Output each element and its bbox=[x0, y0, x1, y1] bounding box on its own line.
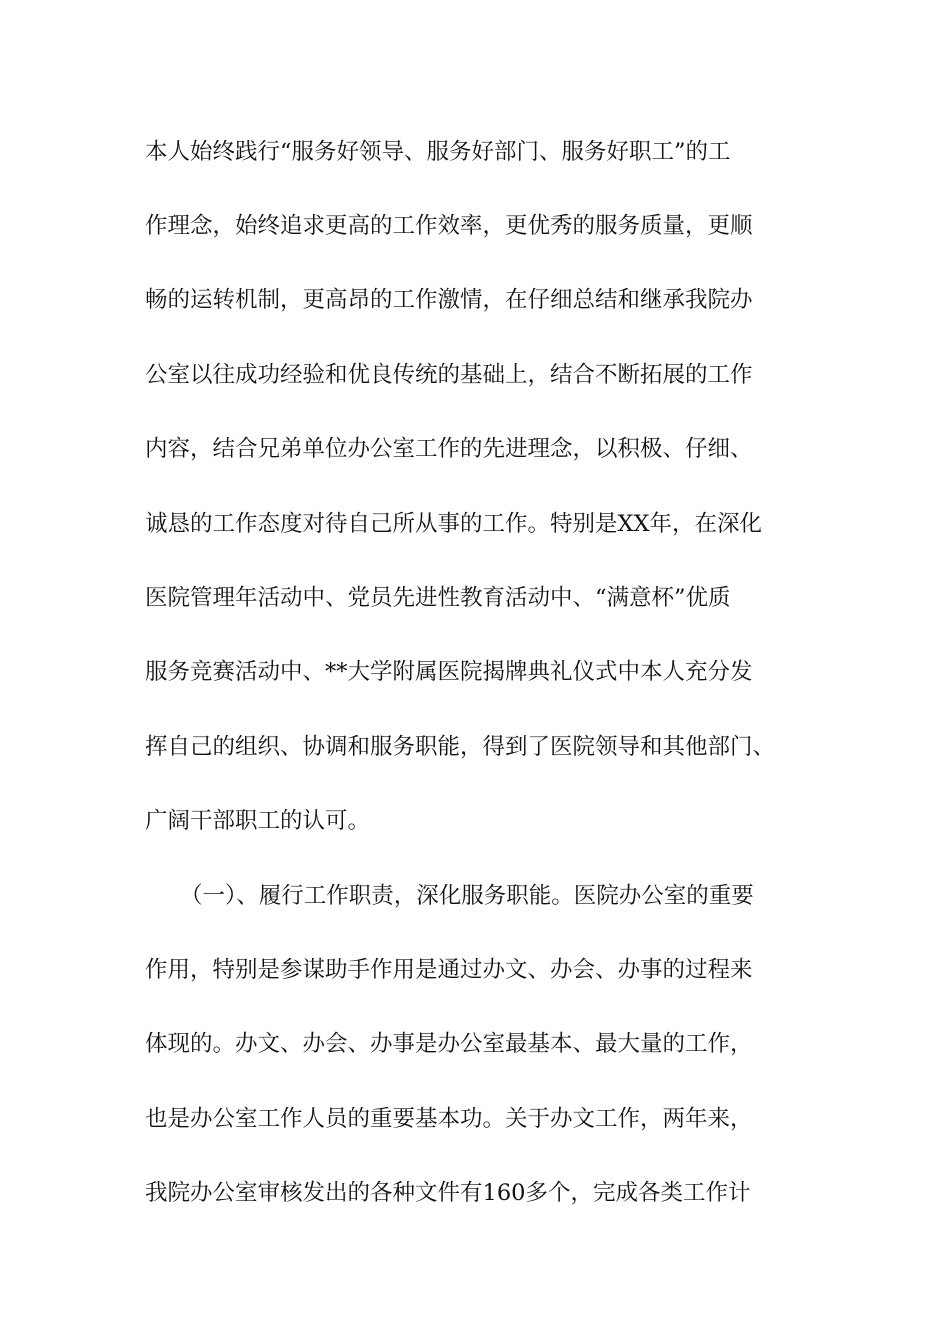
text-line-15: 我院办公室审核发出的各种文件有160多个，完成各类工作计 bbox=[145, 1180, 751, 1206]
text-line-3: 畅的运转机制，更高昂的工作激情，在仔细总结和继承我院办 bbox=[145, 287, 753, 313]
text-line-5: 内容，结合兄弟单位办公室工作的先进理念，以积极、仔细、 bbox=[145, 436, 753, 462]
text-line-14: 也是办公室工作人员的重要基本功。关于办文工作，两年来， bbox=[145, 1106, 753, 1132]
text-line-13: 体现的。办文、办会、办事是办公室最基本、最大量的工作， bbox=[145, 1031, 753, 1057]
text-line-8: 服务竞赛活动中、**大学附属医院揭牌典礼仪式中本人充分发 bbox=[145, 659, 753, 685]
text-line-2: 作理念，始终追求更高的工作效率，更优秀的服务质量，更顺 bbox=[145, 213, 753, 239]
text-line-7: 医院管理年活动中、党员先进性教育活动中、“满意杯”优质 bbox=[145, 585, 731, 611]
text-line-10: 广阔干部职工的认可。 bbox=[145, 808, 371, 834]
text-line-6: 诚恳的工作态度对待自己所从事的工作。特别是XX年，在深化 bbox=[145, 511, 763, 537]
text-line-1: 本人始终践行“服务好领导、服务好部门、服务好职工”的工 bbox=[145, 139, 731, 165]
text-line-4: 公室以往成功经验和优良传统的基础上，结合不断拓展的工作 bbox=[145, 362, 753, 388]
paragraph-start-line: （一）、履行工作职责，深化服务职能。医院办公室的重要 bbox=[180, 883, 754, 909]
text-line-9: 挥自己的组织、协调和服务职能，得到了医院领导和其他部门、 bbox=[145, 734, 776, 760]
text-line-12: 作用，特别是参谋助手作用是通过办文、办会、办事的过程来 bbox=[145, 957, 753, 983]
